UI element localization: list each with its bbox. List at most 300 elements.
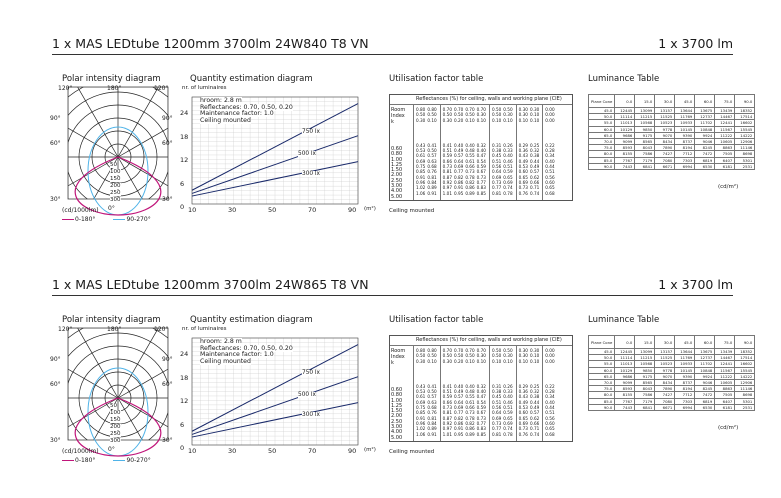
uf-cell: 0.32: [529, 389, 540, 395]
reflectance-cell: 0.10: [427, 358, 437, 364]
luminance-cell: 12906: [735, 379, 755, 385]
lux-line-label: 500 lx: [298, 392, 316, 398]
uf-cell: 0.66: [442, 158, 452, 164]
legend-swatch: [62, 219, 74, 220]
uf-cell: 0.68: [545, 431, 555, 437]
lumen-output: 1 x 3700 lm: [658, 36, 733, 51]
uf-cell: 0.51: [491, 158, 502, 164]
uf-cell: 0.76: [518, 190, 528, 196]
polar-radial-label: 200: [110, 183, 121, 189]
reflectance-cell: 0.30: [476, 112, 486, 118]
uf-cell: 0.66: [529, 179, 540, 185]
uf-cell: 0.69: [416, 399, 426, 405]
room-index-value: 3.00: [391, 424, 403, 431]
uf-cell: 0.57: [453, 153, 464, 159]
uf-cell: 0.40: [503, 153, 513, 159]
luminance-cell: 60.0: [589, 367, 615, 373]
room-label-line: Room: [391, 348, 406, 354]
uf-cell: 0.75: [416, 164, 426, 170]
luminance-cell: 13157: [655, 108, 675, 114]
luminance-cell: 8194: [675, 145, 695, 151]
uf-cell: 0.51: [491, 399, 502, 405]
uf-cell: 0.54: [476, 158, 486, 164]
luminance-cell: 8565: [635, 379, 655, 385]
uf-title: Utilisation factor table: [389, 315, 484, 325]
luminance-cell: 11702: [695, 361, 715, 367]
uf-cell: 0.84: [427, 179, 437, 185]
legend-swatch: [62, 460, 74, 461]
reflectance-cell: 0.10: [529, 358, 540, 364]
uf-cell: 0.46: [503, 158, 513, 164]
luminance-cell: 8698: [735, 392, 755, 398]
uf-cell: 0.48: [465, 389, 475, 395]
uf-cell: 0.73: [442, 164, 452, 170]
luminance-cell: 5301: [735, 398, 755, 404]
uf-cell: 1.06: [416, 431, 426, 437]
uf-cell: 1.02: [416, 185, 426, 191]
uf-cell: 0.76: [427, 410, 437, 416]
reflectance-cell: 0.80: [427, 107, 437, 112]
uf-cell: 0.56: [491, 405, 502, 411]
uf-cell: 0.95: [453, 190, 464, 196]
y-tick-label: 12: [180, 156, 189, 164]
uf-cell: 0.40: [476, 148, 486, 154]
room-label-line: k: [391, 119, 394, 125]
reflectance-cell: 0.10: [518, 358, 528, 364]
luminance-cell: 13644: [675, 108, 695, 114]
luminance-cell: 7712: [675, 392, 695, 398]
luminance-cell: 9046: [695, 379, 715, 385]
luminance-header-cell: 0.0: [615, 336, 635, 349]
uf-cell: 0.66: [465, 405, 475, 411]
luminance-cell: 11215: [635, 355, 655, 361]
uf-cell: 0.82: [465, 179, 475, 185]
uf-cell: 0.40: [465, 142, 475, 148]
legend-label: 0-180°: [75, 457, 96, 464]
uf-cell: 0.73: [491, 179, 502, 185]
luminance-cell: 7472: [695, 392, 715, 398]
reflectance-cell: 0.00: [545, 358, 555, 364]
divider: [52, 54, 733, 55]
uf-cell: 0.89: [427, 185, 437, 191]
luminance-cell: 8434: [655, 138, 675, 144]
uf-cell: 0.82: [465, 420, 475, 426]
reflectance-cell: 0.30: [518, 112, 528, 118]
luminance-cell: 14222: [735, 132, 755, 138]
reflectance-cell: 0.70: [453, 107, 464, 112]
uf-cell: 0.64: [491, 169, 502, 175]
uf-cell: 0.32: [529, 148, 540, 154]
reflectance-cell: 0.30: [416, 117, 426, 123]
luminance-cell: 15545: [735, 367, 755, 373]
reflectance-cell: 0.70: [476, 107, 486, 112]
room-label-line: Index: [391, 354, 405, 360]
uf-cell: 0.32: [476, 142, 486, 148]
uf-table: [389, 335, 573, 442]
luminance-cell: 11222: [715, 373, 735, 379]
legend-label: 90-270°: [126, 457, 151, 464]
uf-cell: 0.40: [453, 383, 464, 389]
quantity-footer: Ceiling mounted: [389, 208, 435, 214]
uf-cell: 0.69: [503, 420, 513, 426]
luminance-cell: 55.0: [589, 361, 615, 367]
uf-cell: 0.25: [529, 142, 540, 148]
reflectance-cell: 0.70: [442, 107, 452, 112]
uf-cell: 0.51: [545, 410, 555, 416]
luminance-cell: 2531: [735, 404, 755, 410]
luminance-cell: 6181: [715, 163, 735, 169]
luminance-cell: 11013: [615, 361, 635, 367]
divider: [52, 295, 733, 296]
uf-cell: 0.69: [453, 164, 464, 170]
reflectance-cell: 0.30: [529, 107, 540, 112]
quantity-info-line: Reflectances: 0.70, 0.50, 0.20: [200, 103, 293, 111]
uf-cell: 0.57: [427, 394, 437, 400]
reflectance-cell: 0.10: [465, 358, 475, 364]
uf-cell: 0.65: [545, 426, 555, 432]
uf-cell: 0.81: [491, 190, 502, 196]
luminance-cell: 11013: [615, 120, 635, 126]
luminance-cell: 9850: [635, 367, 655, 373]
room-index-value: 2.00: [391, 413, 403, 420]
uf-cell: 0.61: [416, 394, 426, 400]
reflectance-cell: 0.70: [453, 348, 464, 353]
luminance-cell: 13157: [655, 349, 675, 355]
reflectance-cell: 0.30: [503, 353, 513, 359]
luminance-cell: 10848: [695, 126, 715, 132]
y-tick-label: 6: [180, 179, 185, 188]
uf-cell: 0.57: [529, 410, 540, 416]
uf-cell: 0.41: [427, 142, 437, 148]
luminance-cell: 17514: [735, 355, 755, 361]
room-index-value: 0.60: [391, 387, 403, 393]
polar-angle-label: 120°: [58, 85, 73, 92]
room-index-value: 0.60: [391, 146, 403, 152]
lumen-output: 1 x 3700 lm: [658, 277, 733, 292]
luminance-header-cell: 0.0: [615, 95, 635, 108]
uf-cell: 0.40: [465, 383, 475, 389]
reflectance-cell: 0.20: [453, 358, 464, 364]
luminance-cell: 13439: [715, 108, 735, 114]
luminance-cell: 10933: [675, 361, 695, 367]
luminance-cell: 13675: [695, 349, 715, 355]
polar-legend: [62, 457, 151, 464]
luminance-header-cell: 60.0: [695, 95, 715, 108]
polar-title: Polar intensity diagram: [62, 315, 161, 325]
uf-cell: 0.55: [465, 394, 475, 400]
uf-cell: 1.01: [442, 431, 452, 437]
uf-cell: 0.85: [476, 431, 486, 437]
uf-header: Reflectances (%) for ceiling, walls and working plane (CIE): [390, 95, 572, 105]
room-label-line: Index: [391, 113, 405, 119]
uf-cell: 0.92: [442, 179, 452, 185]
uf-cell: 1.06: [416, 190, 426, 196]
reflectance-cell: 0.50: [427, 112, 437, 118]
reflectance-cell: 0.10: [465, 117, 475, 123]
luminaire-title: 1 x MAS LEDtube 1200mm 3700lm 24W865 T8 VN: [52, 277, 369, 292]
luminance-cell: 8434: [655, 379, 675, 385]
uf-cell: 0.68: [427, 405, 437, 411]
luminance-cell: 5301: [735, 157, 755, 163]
luminance-cell: 65.0: [589, 132, 615, 138]
uf-cell: 0.81: [491, 431, 502, 437]
reflectance-cell: 0.50: [427, 353, 437, 359]
luminance-header-cell: 45.0: [675, 336, 695, 349]
luminance-cell: 12441: [715, 120, 735, 126]
luminance-header-cell: 15.0: [635, 336, 655, 349]
polar-angle-label: 120°: [154, 326, 169, 333]
luminance-cell: 8155: [615, 151, 635, 157]
quantity-info-line: Maintenance factor: 1.0: [200, 351, 274, 358]
uf-cell: 0.75: [416, 405, 426, 411]
polar-radial-label: 250: [110, 190, 121, 196]
uf-cell: 0.53: [416, 148, 426, 154]
y-tick-label: 24: [180, 109, 189, 117]
luminance-cell: 6994: [675, 404, 695, 410]
reflectance-cell: 0.50: [491, 353, 502, 359]
luminance-cell: 12737: [695, 114, 715, 120]
luminance-cell: 6530: [695, 163, 715, 169]
luminance-cell: 8245: [695, 386, 715, 392]
luminance-cell: 11114: [615, 355, 635, 361]
reflectance-cell: 0.50: [503, 348, 513, 353]
room-index-value: 5.00: [391, 193, 403, 200]
uf-cell: 0.74: [503, 426, 513, 432]
polar-unit: (cd/1000lm): [62, 448, 99, 455]
uf-cell: 0.85: [476, 190, 486, 196]
luminance-header-cell: 45.0: [675, 95, 695, 108]
room-index-value: 0.80: [391, 392, 403, 399]
luminance-cell: 6407: [715, 157, 735, 163]
reflectance-cell: 0.50: [416, 353, 426, 359]
uf-cell: 0.78: [503, 431, 513, 437]
uf-cell: 0.61: [465, 399, 475, 405]
luminance-cell: 11222: [715, 132, 735, 138]
luminance-cell: 9099: [615, 138, 635, 144]
luminance-cell: 7427: [655, 151, 675, 157]
luminance-header-row: [589, 336, 755, 349]
polar-radial-label: 300: [110, 438, 121, 444]
luminance-cell: 7890: [655, 386, 675, 392]
uf-cell: 0.51: [503, 405, 513, 411]
uf-cell: 0.76: [427, 169, 437, 175]
polar-angle-label: 180°: [107, 326, 122, 333]
luminance-cell: 13675: [695, 108, 715, 114]
luminance-cell: 9850: [635, 126, 655, 132]
reflectance-cell: 0.10: [491, 358, 502, 364]
reflectance-cell: 0.30: [503, 112, 513, 118]
luminance-cell: 75.0: [589, 386, 615, 392]
uf-cell: 0.50: [427, 389, 437, 395]
quantity-ylabel: nr. of luminaires: [182, 85, 227, 91]
reflectance-cell: 0.50: [491, 348, 502, 353]
uf-cell: 0.73: [465, 169, 475, 175]
uf-cell: 0.26: [503, 383, 513, 389]
polar-radial-label: 50: [110, 162, 117, 168]
luminance-cell: 6819: [695, 157, 715, 163]
reflectance-cell: 0.30: [442, 117, 452, 123]
luminance-cell: 10605: [715, 138, 735, 144]
uf-cell: 0.28: [545, 148, 555, 154]
uf-cell: 0.91: [427, 431, 437, 437]
uf-cell: 0.77: [453, 410, 464, 416]
uf-cell: 0.73: [442, 405, 452, 411]
uf-cell: 0.89: [465, 431, 475, 437]
uf-cell: 0.64: [453, 158, 464, 164]
luminance-cell: 7179: [635, 398, 655, 404]
uf-cell: 0.59: [503, 410, 513, 416]
x-tick-label: 50: [268, 206, 277, 214]
luminaire-section: [0, 241, 781, 477]
quantity-info-line: Reflectances: 0.70, 0.50, 0.20: [200, 344, 293, 352]
uf-cell: 0.86: [453, 179, 464, 185]
legend-90-270: [113, 216, 150, 223]
uf-cell: 0.59: [503, 169, 513, 175]
uf-cell: 0.32: [476, 383, 486, 389]
luminance-cell: 50.0: [589, 355, 615, 361]
uf-cell: 0.26: [503, 142, 513, 148]
luminance-cell: 10848: [695, 367, 715, 373]
uf-cell: 0.41: [442, 142, 452, 148]
luminance-cell: 10523: [655, 361, 675, 367]
uf-cell: 0.40: [545, 399, 555, 405]
luminance-cell: 11525: [655, 114, 675, 120]
uf-cell: 0.53: [518, 405, 528, 411]
uf-cell: 0.59: [476, 405, 486, 411]
luminance-cell: 7427: [655, 392, 675, 398]
uf-cell: 0.86: [465, 426, 475, 432]
y-tick-label: 18: [180, 373, 189, 382]
luminance-cell: 7505: [715, 392, 735, 398]
legend-swatch: [113, 460, 125, 461]
luminance-cell: 8737: [675, 138, 695, 144]
uf-cell: 0.65: [518, 174, 528, 180]
uf-cell: 0.73: [518, 185, 528, 191]
uf-cell: 0.28: [545, 389, 555, 395]
uf-cell: 0.81: [442, 169, 452, 175]
uf-cell: 0.62: [529, 174, 540, 180]
luminance-cell: 9924: [695, 132, 715, 138]
uf-cell: 0.51: [545, 169, 555, 175]
polar-radial-label: 200: [110, 424, 121, 430]
uf-cell: 0.82: [453, 174, 464, 180]
uf-cell: 0.40: [503, 394, 513, 400]
uf-cell: 0.91: [453, 185, 464, 191]
luminance-cell: 10145: [675, 367, 695, 373]
uf-cell: 0.44: [545, 405, 555, 411]
luminance-cell: 8863: [715, 145, 735, 151]
y-tick-label: 18: [180, 132, 189, 141]
uf-cell: 0.73: [476, 415, 486, 421]
polar-angle-label: 60°: [50, 140, 61, 147]
luminance-cell: 55.0: [589, 120, 615, 126]
uf-cell: 0.69: [503, 179, 513, 185]
polar-legend: [62, 216, 151, 223]
polar-radial-label: 100: [110, 410, 121, 416]
polar-angle-label: 120°: [58, 326, 73, 333]
uf-cell: 0.62: [529, 415, 540, 421]
uf-cell: 0.57: [529, 169, 540, 175]
uf-header: Reflectances (%) for ceiling, walls and working plane (CIE): [390, 336, 572, 346]
x-tick-label: 90: [348, 206, 357, 214]
luminance-cell: 12441: [715, 361, 735, 367]
uf-cell: 0.36: [518, 389, 528, 395]
luminance-cell: 10129: [615, 126, 635, 132]
luminance-cell: 7080: [655, 157, 675, 163]
uf-cell: 0.85: [416, 410, 426, 416]
luminance-table: [588, 94, 755, 170]
luminance-cell: 9175: [635, 132, 655, 138]
reflectance-cell: 0.10: [529, 353, 540, 359]
luminance-cell: 18352: [735, 349, 755, 355]
uf-cell: 0.60: [545, 179, 555, 185]
luminance-cell: 8593: [615, 386, 635, 392]
luminaire-title: 1 x MAS LEDtube 1200mm 3700lm 24W840 T8 VN: [52, 36, 369, 51]
uf-cell: 0.40: [453, 142, 464, 148]
x-tick-label: 30: [228, 447, 237, 455]
uf-cell: 0.54: [476, 399, 486, 405]
luminance-header-cell: 90.0: [735, 336, 755, 349]
luminance-cell: 11114: [615, 114, 635, 120]
luminance-cell: 7443: [615, 163, 635, 169]
polar-radial-label: 250: [110, 431, 121, 437]
x-tick-label: 70: [308, 447, 317, 455]
uf-cell: 0.44: [545, 164, 555, 170]
reflectance-cell: 0.20: [453, 117, 464, 123]
luminance-cell: 11525: [655, 355, 675, 361]
uf-cell: 0.51: [503, 164, 513, 170]
uf-cell: 0.47: [476, 394, 486, 400]
uf-cell: 0.82: [453, 415, 464, 421]
uf-cell: 0.60: [518, 169, 528, 175]
uf-cell: 0.69: [518, 179, 528, 185]
luminance-cell: 6181: [715, 404, 735, 410]
room-label-line: k: [391, 360, 394, 366]
luminance-header-cell: 60.0: [695, 336, 715, 349]
luminance-cell: 10145: [675, 126, 695, 132]
reflectance-cell: 0.30: [518, 107, 528, 112]
uf-cell: 0.38: [491, 148, 502, 154]
quantity-info-line: hroom: 2.8 m: [200, 97, 242, 104]
luminance-cell: 6841: [635, 404, 655, 410]
uf-cell: 0.96: [416, 179, 426, 185]
polar-radial-label: 150: [110, 176, 121, 182]
luminance-header-cell: Plane Cone: [589, 95, 615, 108]
uf-cell: 0.78: [465, 174, 475, 180]
luminance-cell: 14467: [715, 114, 735, 120]
uf-cell: 0.49: [518, 158, 528, 164]
reflectance-cell: 0.50: [453, 353, 464, 359]
luminance-cell: 75.0: [589, 145, 615, 151]
luminance-cell: 10568: [635, 361, 655, 367]
luminance-cell: 7080: [655, 398, 675, 404]
uf-cell: 0.65: [518, 415, 528, 421]
luminance-header-cell: 30.0: [655, 336, 675, 349]
uf-cell: 0.38: [529, 153, 540, 159]
room-label-line: Room: [391, 107, 406, 113]
uf-cell: 0.53: [518, 164, 528, 170]
luminance-cell: 90.0: [589, 404, 615, 410]
uf-cell: 0.65: [503, 415, 513, 421]
polar-angle-label: 90°: [50, 115, 61, 122]
y-tick-label: 12: [180, 397, 189, 405]
uf-cell: 0.38: [529, 394, 540, 400]
luminance-row: [589, 404, 755, 410]
luminance-cell: 11146: [735, 386, 755, 392]
luminance-cell: 7443: [615, 404, 635, 410]
luminance-cell: 60.0: [589, 126, 615, 132]
uf-cell: 0.74: [529, 431, 540, 437]
